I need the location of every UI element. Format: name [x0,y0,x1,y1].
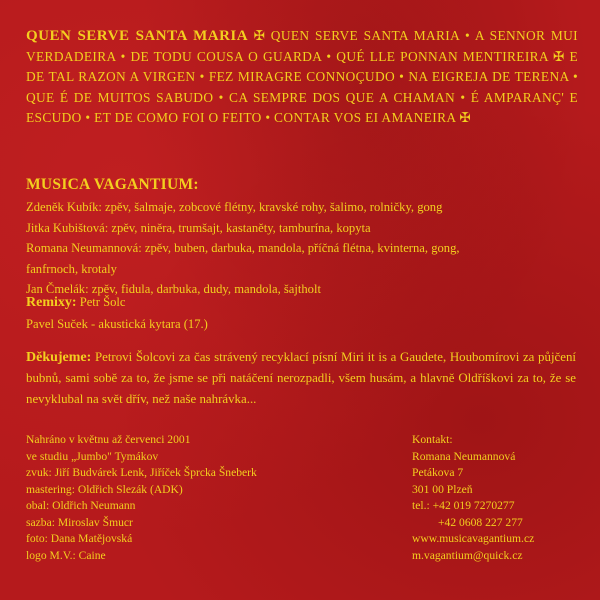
thanks-label: Děkujeme: [26,350,92,365]
credit-line: obal: Oldřich Neumann [26,499,136,512]
credit-line: Nahráno v květnu až červenci 2001 [26,433,191,446]
contact-website: www.musicavagantium.cz [412,532,535,545]
contact-label: Kontakt: [412,433,453,446]
lyrics-separator: ✠ [248,28,271,43]
contact-phone: tel.: +42 019 7270277 [412,499,515,512]
band-members [26,197,586,300]
lyrics-lead: QUEN SERVE SANTA MARIA [26,28,249,44]
credit-line: sazba: Miroslav Šmucr [26,515,133,529]
contact-street: Petákova 7 [412,466,464,479]
credit-line: zvuk: Jiří Budvárek Lenk, Jiříček Šprcka Šneberk [26,466,257,479]
remix-extra: Pavel Suček - akustická kytara (17.) [26,316,208,331]
member-line: Jitka Kubištová: zpěv, niněra, trumšajt, kastaněty, tamburína, kopyta [26,220,371,235]
credit-line: ve studiu „Jumbo" Tymákov [26,449,159,463]
song-lyrics [26,26,578,129]
production-credits [26,432,356,564]
credit-line: foto: Dana Matějovská [26,532,133,545]
credit-line: logo M.V.: Caine [26,548,106,562]
remix-credits [26,292,586,334]
member-line: Zdeněk Kubík: zpěv, šalmaje, zobcové flétny, kravské rohy, šalimo, rolničky, gong [26,200,443,214]
remix-label: Remixy: [26,295,77,310]
contact-block [412,432,592,564]
contact-city: 301 00 Plzeň [412,482,473,496]
contact-name: Romana Neumannová [412,449,516,463]
member-line: Jan Čmelák: zpěv, fidula, darbuka, dudy, mandola, šajtholt [26,282,321,296]
band-title: MUSICA VAGANTIUM: [26,176,199,193]
remix-line [26,292,586,314]
acknowledgements [26,347,576,410]
member-line: fanfrnoch, krotaly [26,261,117,276]
contact-phone-mobile: +42 0608 227 277 [438,515,523,529]
credit-line: mastering: Oldřich Slezák (ADK) [26,482,183,496]
remix-name: Petr Šolc [76,295,126,309]
thanks-text: Petrovi Šolcovi za čas strávený recyklací písní Miri it is a Gaudete, Houbomírovi za půjčení bubnů, sami sobě za to, že jsme se při natáčení nerozpadli, všem husám, a hlavně Oldříškovi za to, že se nevyklubal na svět dřív, než naše nahrávka... [26,350,576,406]
contact-email: m.vagantium@quick.cz [412,548,523,562]
lyrics-body: QUEN SERVE SANTA MARIA • A SENNOR MUI VERDADEIRA • DE TODU COUSA O GUARDA • QUÉ LLE PONNAN MENTIREIRA ✠ E DE TAL RAZON A VIRGEN • FEZ MIRAGRE CONNOÇUDO • NA EIGREJA DE TERENA • QUE É DE MUITOS SABUDO • CA SEMPRE DOS QUE A CHAMAN • É AMPARANÇ' E ESCUDO • ET DE COMO FOI O FEITO • CONTAR VOS EI AMANEIRA ✠ [26,28,578,126]
member-line: Romana Neumannová: zpěv, buben, darbuka, mandola, příčná flétna, kvinterna, gong, [26,241,460,255]
